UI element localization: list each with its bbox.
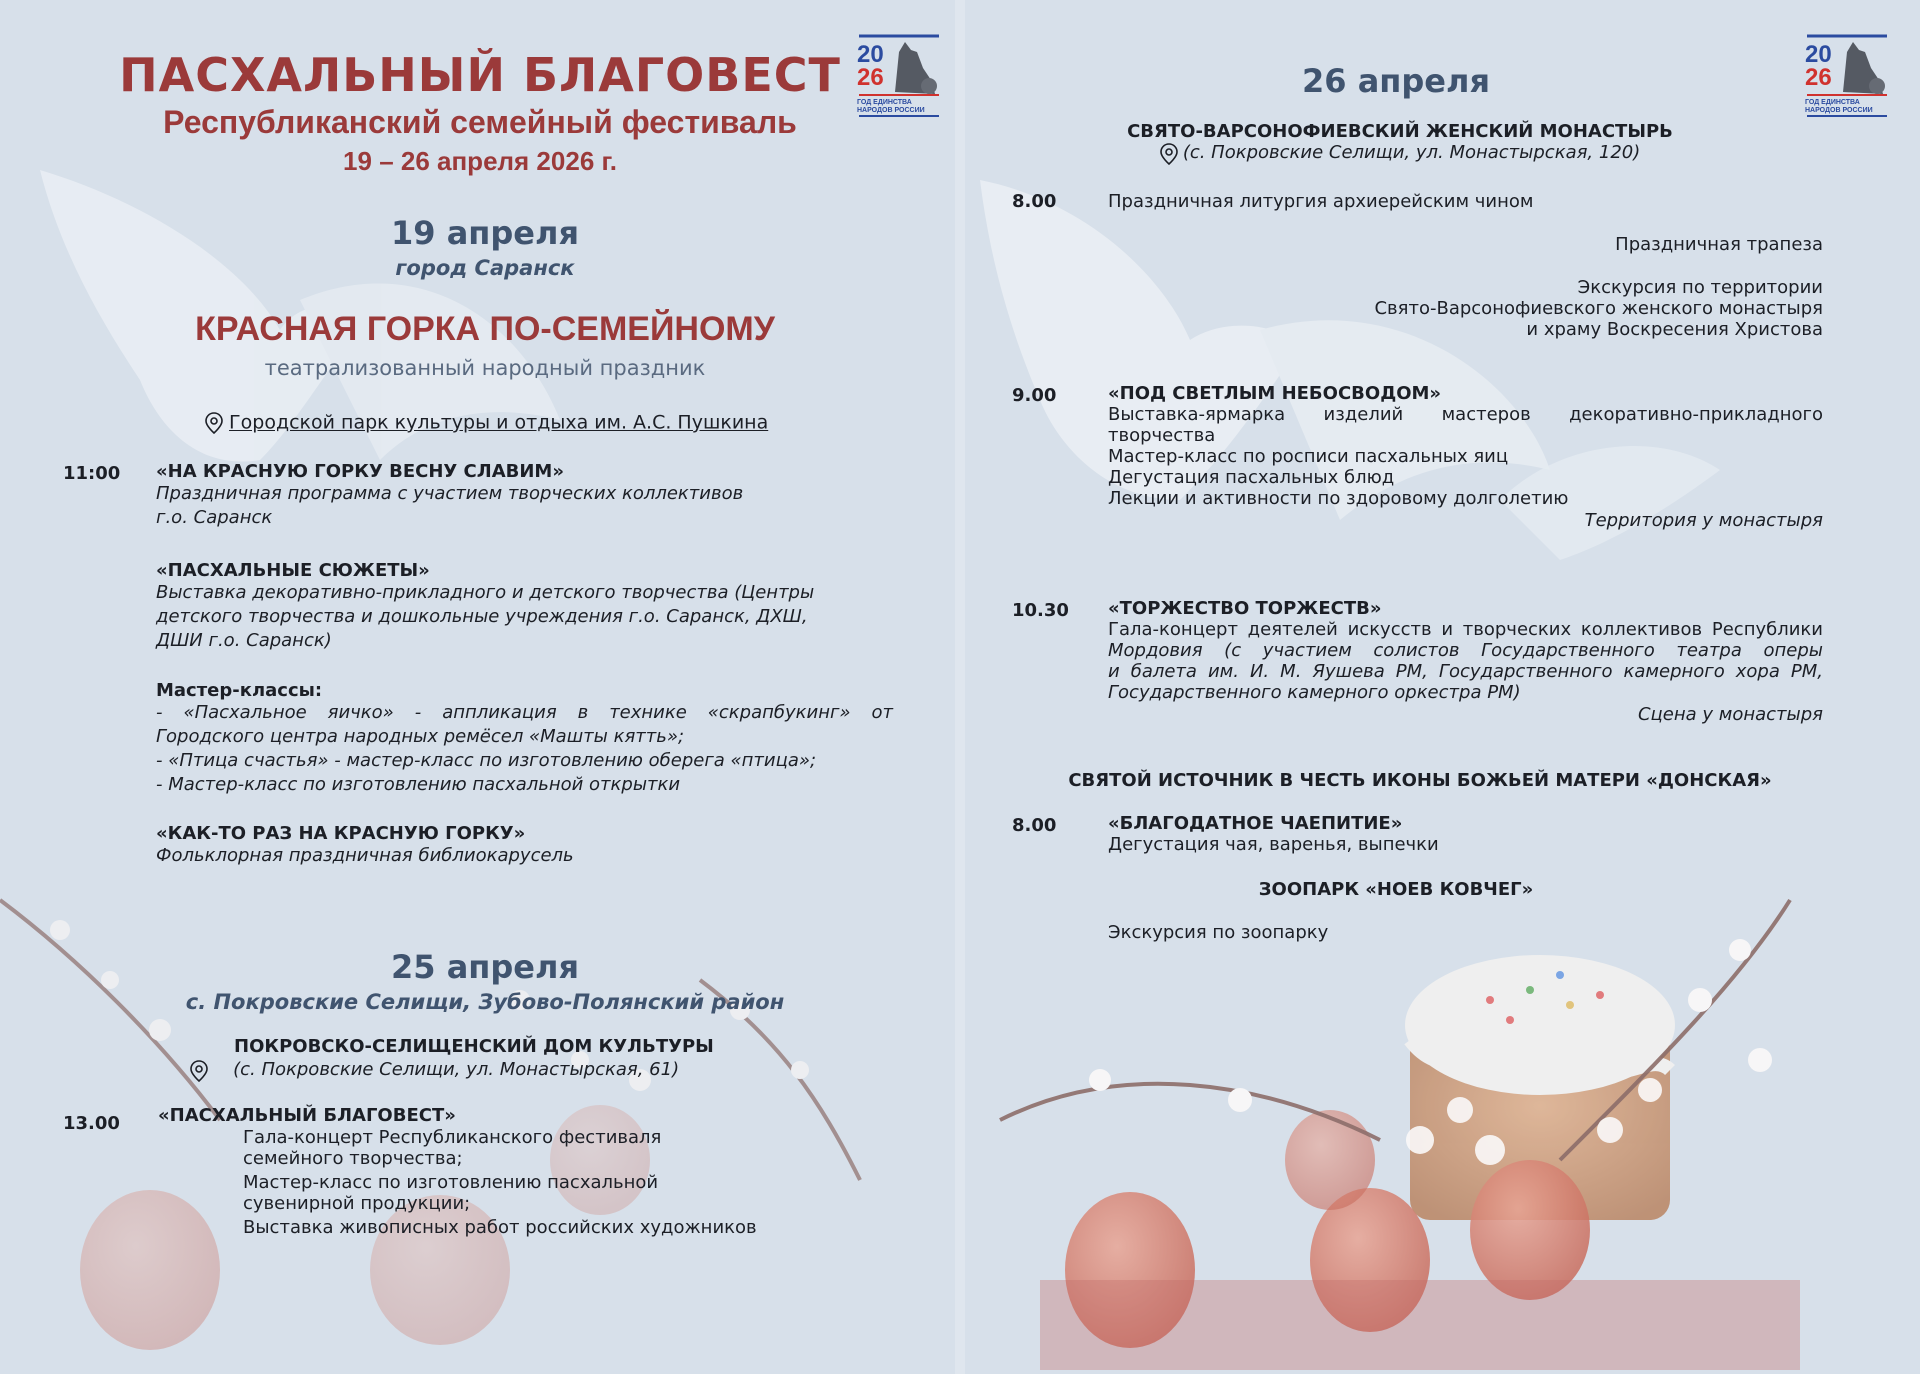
day-26-fair-time: 9.00 xyxy=(1012,385,1057,406)
day-19-event-subtitle: театрализованный народный праздник xyxy=(264,356,706,380)
day-25-venue: ПОКРОВСКО-СЕЛИЩЕНСКИЙ ДОМ КУЛЬТУРЫ xyxy=(234,1036,714,1057)
day-19-location xyxy=(205,412,825,434)
day-25-lines xyxy=(243,1127,883,1238)
day-25-date: 25 апреля xyxy=(391,948,579,986)
fair-line: Лекции и активности по здоровому долголетию xyxy=(1108,488,1569,509)
day-26-zoo-title: ЗООПАРК «НОЕВ КОВЧЕГ» xyxy=(1258,879,1534,900)
item-title: Мастер-классы: xyxy=(156,680,323,701)
day-26-meal: Праздничная трапеза xyxy=(1615,234,1823,255)
item-line: Выставка живописных работ российских художников xyxy=(243,1217,757,1238)
day-26-spring-title: СВЯТОЙ ИСТОЧНИК В ЧЕСТЬ ИКОНЫ БОЖЬЕЙ МАТЕРИ «ДОНСКАЯ» xyxy=(1068,770,1772,791)
day-25-title: «ПАСХАЛЬНЫЙ БЛАГОВЕСТ» xyxy=(158,1105,456,1126)
fair-line: творчества xyxy=(1108,425,1216,446)
item-line: сувенирной продукции; xyxy=(243,1193,471,1214)
logo-year-bottom: 26 xyxy=(1805,64,1832,91)
item-line: Праздничная программа с участием творческих коллективов xyxy=(156,483,744,504)
logo-caption-2: НАРОДОВ РОССИИ xyxy=(1805,107,1873,114)
logo-year-top: 20 xyxy=(857,41,884,68)
day-26-tour xyxy=(1108,277,1823,340)
logo-caption-1: ГОД ЕДИНСТВА xyxy=(1805,99,1860,106)
concert-line: Мордовия (с участием солистов Государственного театра оперы xyxy=(1108,640,1823,661)
day-25-address-text: (с. Покровские Селищи, ул. Монастырская, 61) xyxy=(233,1059,680,1080)
festival-subtitle: Республиканский семейный фестиваль xyxy=(163,104,797,140)
logo-caption-2: НАРОДОВ РОССИИ xyxy=(857,107,925,114)
right-panel xyxy=(960,0,1920,1374)
item-line: семейного творчества; xyxy=(243,1148,463,1169)
tea-title: «БЛАГОДАТНОЕ ЧАЕПИТИЕ» xyxy=(1108,813,1403,834)
day-26-tea-time: 8.00 xyxy=(1012,815,1057,836)
logo-year-bottom: 26 xyxy=(857,64,884,91)
concert-line: и балета им. И. М. Яушева РМ, Государственного камерного хора РМ, xyxy=(1108,661,1823,682)
tea-line: Дегустация чая, варенья, выпечки xyxy=(1108,834,1439,855)
day-26-date: 26 апреля xyxy=(1302,62,1490,100)
day-19-location-text: Городской парк культуры и отдыха им. А.С. Пушкина xyxy=(229,411,769,434)
tour-line: и храму Воскресения Христова xyxy=(1526,319,1823,340)
tour-line: Экскурсия по территории xyxy=(1577,277,1823,298)
concert-place: Сцена у монастыря xyxy=(1637,704,1823,725)
day-26-venue: СВЯТО-ВАРСОНОФИЕВСКИЙ ЖЕНСКИЙ МОНАСТЫРЬ xyxy=(1127,121,1673,142)
location-pin-icon xyxy=(205,412,223,434)
fair-line: Выставка-ярмарка изделий мастеров декоративно-прикладного xyxy=(1108,404,1823,425)
item-title: «КАК-ТО РАЗ НА КРАСНУЮ ГОРКУ» xyxy=(156,823,526,844)
day-26-tea xyxy=(1108,813,1823,855)
day-26-liturgy: Праздничная литургия архиерейским чином xyxy=(1108,191,1534,212)
festival-dates: 19 – 26 апреля 2026 г. xyxy=(343,146,617,176)
day-25-time: 13.00 xyxy=(63,1113,120,1134)
item-line: ДШИ г.о. Саранск) xyxy=(156,630,332,651)
year-of-unity-logo xyxy=(1803,22,1891,118)
day-19-time: 11:00 xyxy=(63,463,121,484)
item-line: Мастер-класс по изготовлению пасхальной xyxy=(243,1172,659,1193)
day-19-date: 19 апреля xyxy=(391,214,579,252)
fair-title: «ПОД СВЕТЛЫМ НЕБОСВОДОМ» xyxy=(1108,383,1442,404)
item-line: детского творчества и дошкольные учреждения г.о. Саранск, ДХШ, xyxy=(156,606,808,627)
fair-line: Мастер-класс по росписи пасхальных яиц xyxy=(1108,446,1509,467)
fair-place: Территория у монастыря xyxy=(1584,510,1823,531)
day-26-fair xyxy=(1108,383,1823,533)
day-26-zoo-line: Экскурсия по зоопарку xyxy=(1108,922,1329,943)
day-19-item-4 xyxy=(156,823,896,868)
location-pin-icon xyxy=(1160,143,1178,165)
day-26-concert-time: 10.30 xyxy=(1012,600,1069,621)
fair-line: Дегустация пасхальных блюд xyxy=(1108,467,1395,488)
item-line: г.о. Саранск xyxy=(156,507,273,528)
day-19-item-3 xyxy=(156,680,893,797)
item-line: - «Пасхальное яичко» - аппликация в технике «скрапбукинг» от xyxy=(156,702,893,723)
day-25-address xyxy=(190,1058,890,1082)
page-title: ПАСХАЛЬНЫЙ БЛАГОВЕСТ xyxy=(119,48,841,102)
item-line: Городского центра народных ремёсел «Машты кятть»; xyxy=(156,726,685,747)
concert-line: Государственного камерного оркестра РМ) xyxy=(1108,682,1521,703)
tour-line: Свято-Варсонофиевского женского монастыря xyxy=(1374,298,1823,319)
day-19-event-title: КРАСНАЯ ГОРКА ПО-СЕМЕЙНОМУ xyxy=(195,310,775,348)
day-19-item-1 xyxy=(156,461,896,530)
day-26-address xyxy=(1070,141,1730,165)
day-26-liturgy-time: 8.00 xyxy=(1012,191,1057,212)
day-26-concert xyxy=(1108,598,1823,727)
item-line: Фольклорная праздничная библиокарусель xyxy=(156,845,574,866)
concert-line: Гала-концерт деятелей искусств и творческих коллективов Республики xyxy=(1108,619,1823,640)
logo-year-top: 20 xyxy=(1805,41,1832,68)
day-26-address-text: (с. Покровские Селищи, ул. Монастырская, 120) xyxy=(1182,142,1641,163)
item-line: Гала-концерт Республиканского фестиваля xyxy=(243,1127,662,1148)
logo-caption-1: ГОД ЕДИНСТВА xyxy=(857,99,912,106)
day-19-item-2 xyxy=(156,560,896,653)
day-19-city: город Саранск xyxy=(395,256,575,280)
location-pin-icon xyxy=(190,1060,208,1082)
item-line: - «Птица счастья» - мастер-класс по изготовлению оберега «птица»; xyxy=(156,750,817,771)
item-title: «ПАСХАЛЬНЫЕ СЮЖЕТЫ» xyxy=(156,560,430,581)
item-title: «НА КРАСНУЮ ГОРКУ ВЕСНУ СЛАВИМ» xyxy=(156,461,564,482)
day-25-place: с. Покровские Селищи, Зубово-Полянский район xyxy=(185,990,785,1014)
item-line: Выставка декоративно-прикладного и детского творчества (Центры xyxy=(156,582,815,603)
item-line: - Мастер-класс по изготовлению пасхальной открытки xyxy=(156,774,681,795)
concert-title: «ТОРЖЕСТВО ТОРЖЕСТВ» xyxy=(1108,598,1382,619)
